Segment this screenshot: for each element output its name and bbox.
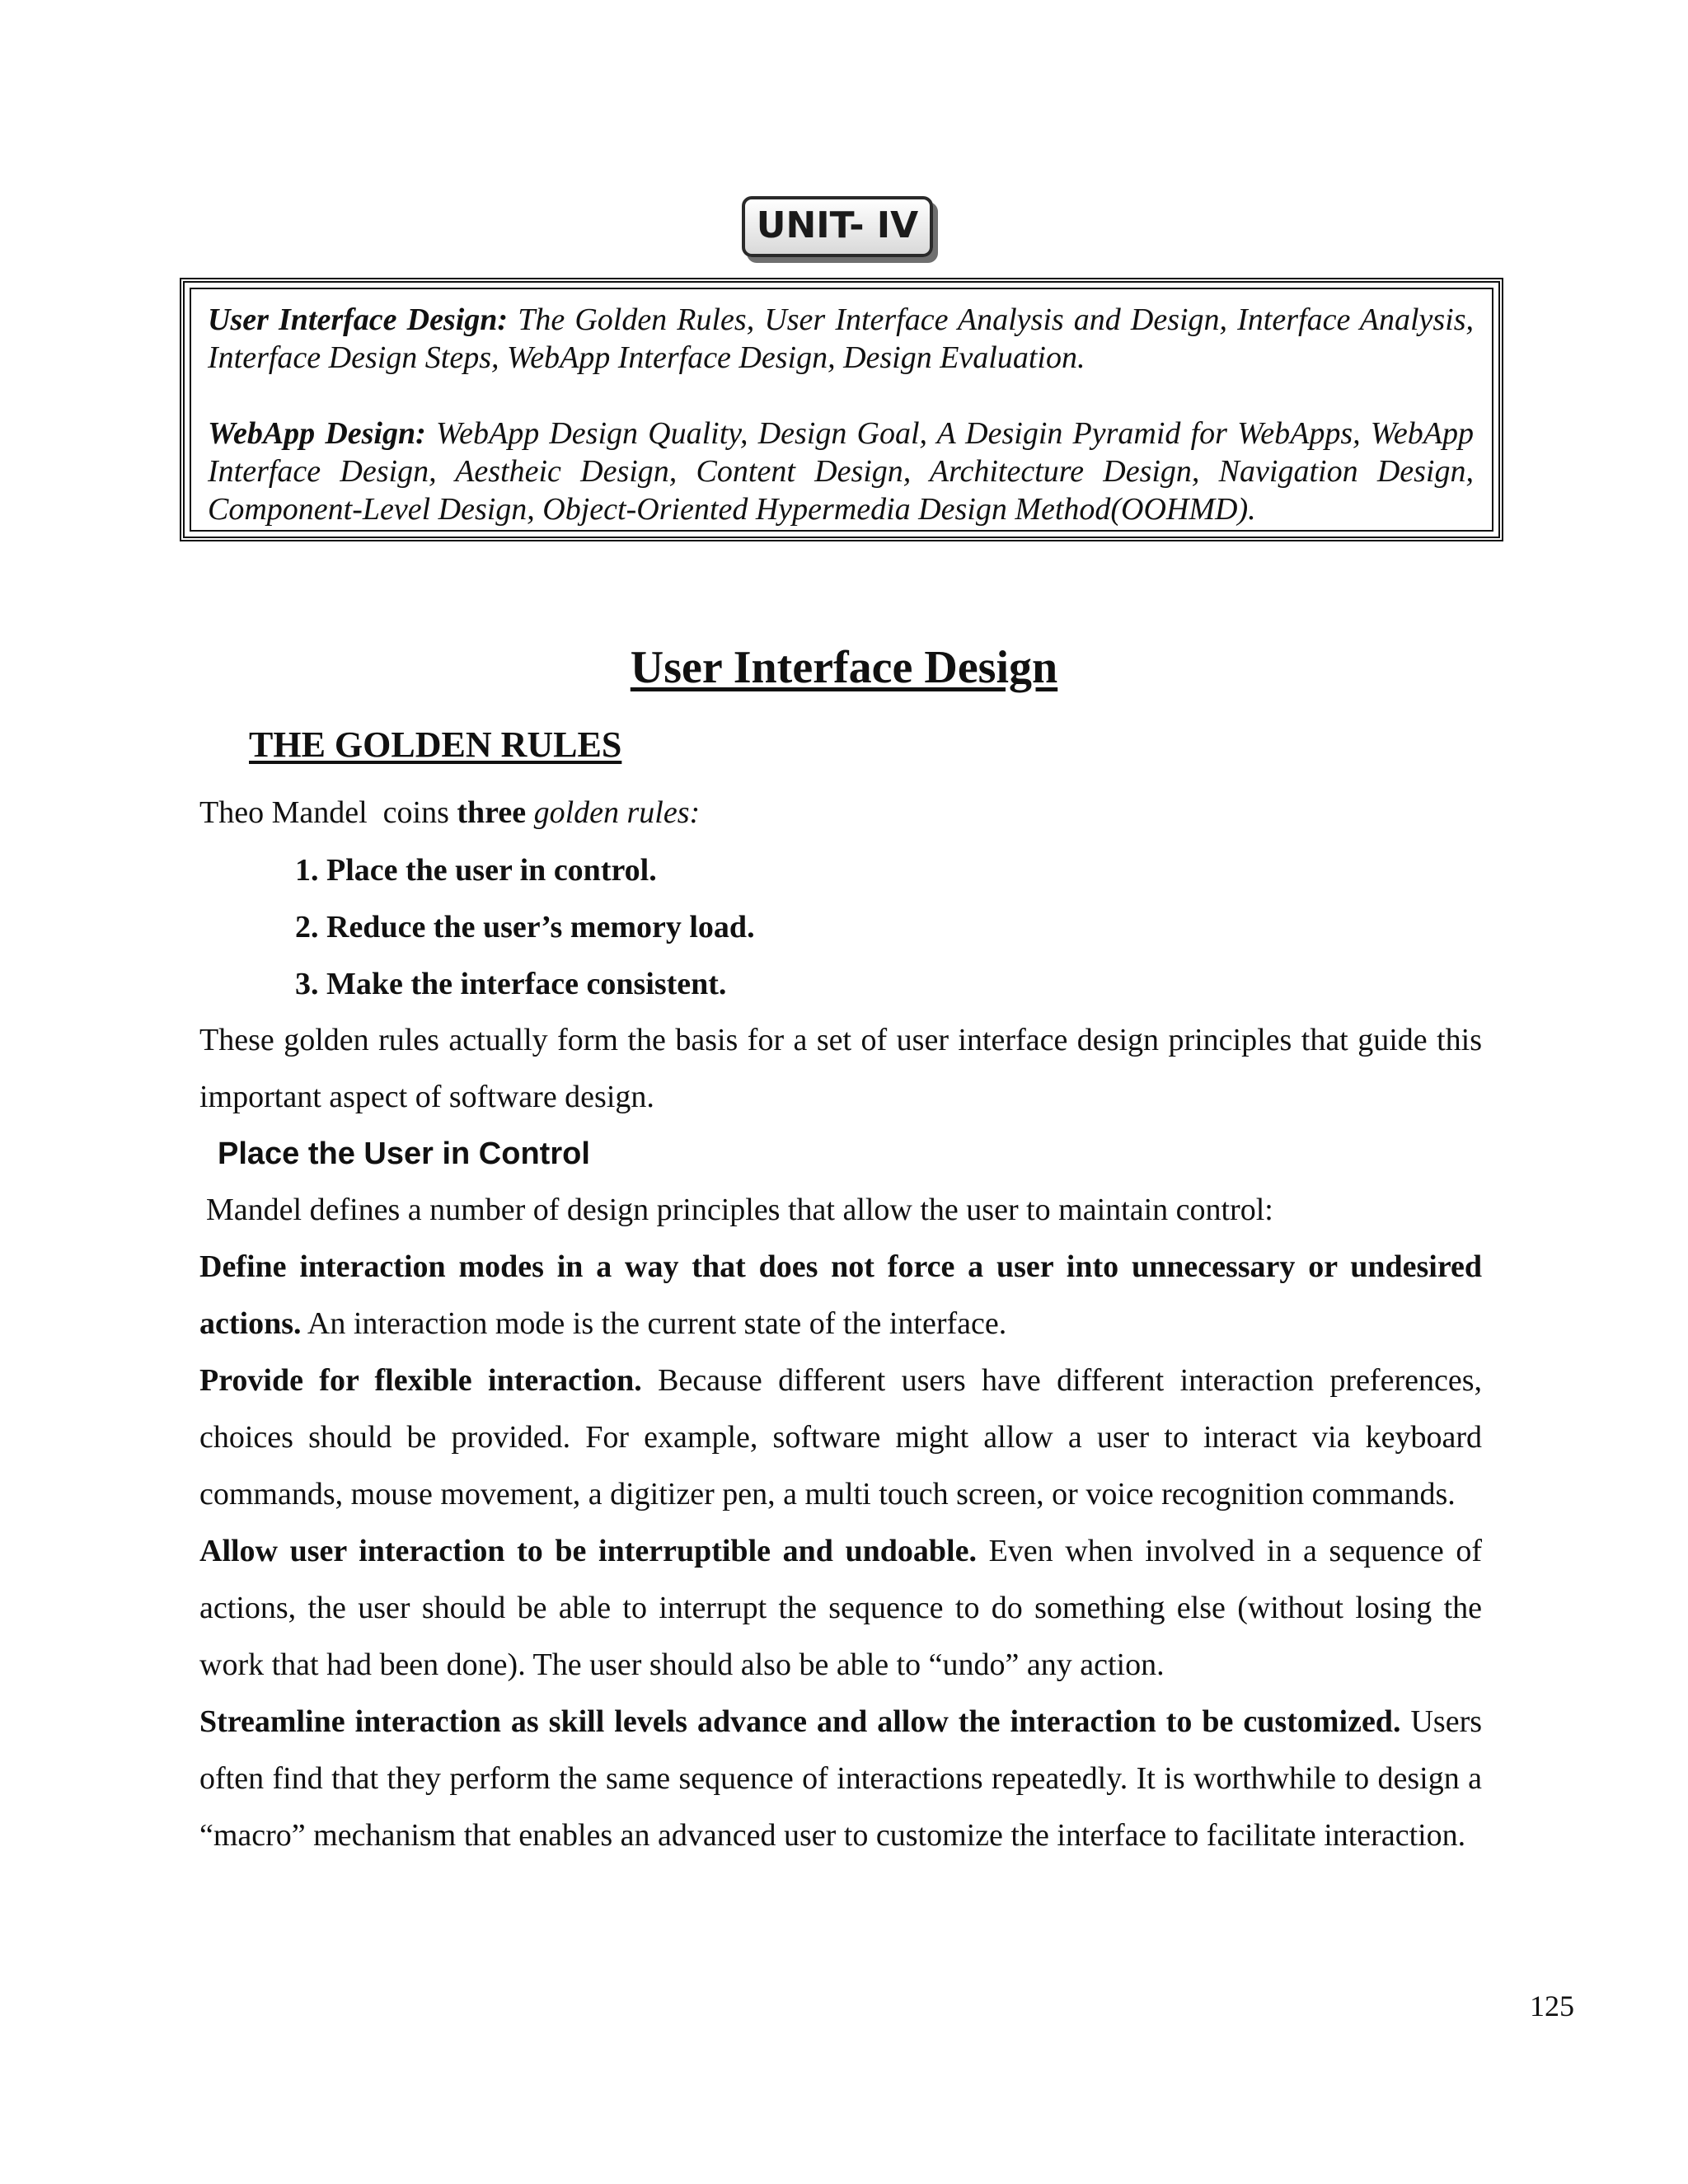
principle-paragraph (199, 1523, 1482, 1694)
syllabus-ui-design-heading: User Interface Design: (208, 302, 509, 337)
principle-text: An interaction mode is the current state of the interface. (307, 1306, 1007, 1341)
principle-title: Allow user interaction to be interruptible and undoable. (199, 1534, 977, 1568)
intro-suffix: golden rules: (533, 795, 701, 830)
section-title: THE GOLDEN RULES (249, 724, 622, 765)
principle-text: Users often find that they perform the same sequence of interactions repeatedly. It is worthwhile to design a “macro” mechanism that enables an advanced user to customize the interface to facilitate interaction. (199, 1704, 1483, 1853)
unit-badge: UNIT- IV (742, 196, 933, 257)
syllabus-webapp-design-heading: WebApp Design: (208, 416, 426, 451)
principles-lead: Mandel defines a number of design principles that allow the user to maintain control: (206, 1193, 1273, 1227)
principle-title: Define interaction modes in a way that does not force a user into unnecessary or undesired actions. (199, 1249, 1482, 1341)
rules-summary-paragraph: These golden rules actually form the basis for a set of user interface design principles that guide this important aspect of software design. (199, 1023, 1482, 1114)
rule-item: 1. Place the user in control. (295, 853, 657, 888)
syllabus-ui-design (208, 301, 1474, 377)
rule-item: 3. Make the interface consistent. (295, 967, 727, 1001)
main-title: User Interface Design (630, 642, 1058, 693)
principle-title: Provide for flexible interaction. (199, 1363, 642, 1398)
principle-text: Even when involved in a sequence of actions, the user should be able to interrupt the sequence to do something else (without losing the work that had been done). The user should also be able to “undo” any action. (199, 1534, 1483, 1682)
principle-title: Streamline interaction as skill levels advance and allow the interaction to be customized. (199, 1704, 1401, 1739)
golden-rules-list (295, 842, 755, 1013)
intro-count: three (457, 795, 527, 830)
intro-prefix: Theo Mandel coins (199, 795, 457, 830)
rule-item: 2. Reduce the user’s memory load. (295, 910, 755, 944)
principle-paragraph (199, 1352, 1482, 1523)
syllabus-box (180, 278, 1503, 541)
principle-paragraph (199, 1694, 1482, 1864)
principle-text: Because different users have different interaction preferences, choices should be provided. For example, software might allow a user to interact via keyboard commands, mouse movement, a digitizer pen, a multi touch screen, or voice recognition commands. (199, 1363, 1482, 1511)
principles-block (199, 1182, 1482, 1864)
intro-paragraph (199, 785, 1482, 841)
page-number: 125 (1530, 1990, 1574, 2022)
syllabus-webapp-design-topics: WebApp Design Quality, Design Goal, A Desigin Pyramid for WebApps, WebApp Interface Design, Aestheic Design, Content Design, Architecture Design, Navigation Design, Component-Level Design, Object-Oriented Hypermedia Design Method(OOHMD). (208, 416, 1475, 527)
principle-paragraph (199, 1239, 1482, 1352)
syllabus-webapp-design (208, 415, 1474, 528)
subsection-title: Place the User in Control (218, 1137, 590, 1171)
syllabus-ui-design-topics: The Golden Rules, User Interface Analysis and Design, Interface Analysis, Interface Design Steps, WebApp Interface Design, Design Evaluation. (208, 302, 1475, 375)
